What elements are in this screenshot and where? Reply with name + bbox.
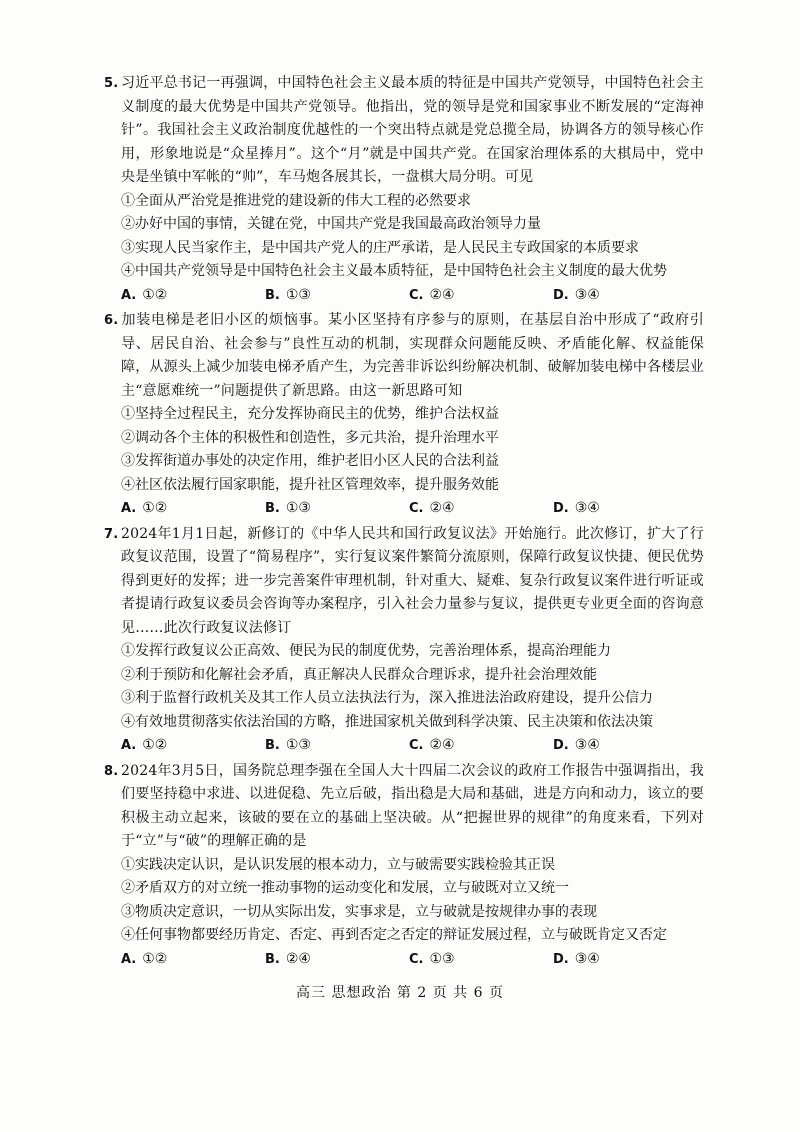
question-5 (104, 72, 704, 307)
choice-a[interactable] (121, 734, 265, 758)
choice-letter: B. (265, 501, 280, 516)
statement-2: ②矛盾双方的对立统一推动事物的运动变化和发展，立与破既对立又统一 (121, 880, 569, 896)
choice-letter: C. (409, 287, 424, 303)
statement-4: ④有效地贯彻落实依法治国的方略，推进国家机关做到科学决策、民主决策和依法决策 (121, 713, 653, 730)
choice-text: ③④ (574, 286, 600, 303)
statement-1: ①坚持全过程民主，充分发挥协商民主的优势，维护合法权益 (121, 406, 499, 422)
page-footer: 高三 思想政治 第 2 页 共 6 页 (296, 985, 504, 1001)
choice-text: ①② (142, 500, 168, 516)
choice-letter: A. (121, 951, 137, 967)
choice-c[interactable] (409, 497, 553, 521)
statement-1: ①全面从严治党是推进党的建设新的伟大工程的必然要求 (121, 192, 471, 209)
choice-letter: C. (409, 501, 424, 516)
choice-letter: A. (121, 501, 137, 516)
choice-text: ①③ (429, 950, 455, 967)
statement-2: ②调动各个主体的积极性和创造性，多元共治，提升治理水平 (121, 429, 499, 446)
choice-c[interactable] (409, 284, 553, 308)
choice-text: ③④ (574, 950, 600, 967)
statement-4: ④社区依法履行国家职能，提升社区管理效率，提升服务效能 (121, 476, 499, 493)
choice-letter: C. (409, 738, 424, 753)
choice-letter: D. (553, 501, 569, 516)
answer-choices (104, 497, 704, 521)
choice-text: ②④ (429, 286, 455, 303)
question-number: 6. (104, 313, 119, 328)
questions-container (104, 72, 704, 973)
question-7 (104, 523, 704, 758)
choice-text: ①③ (285, 286, 311, 303)
choice-d[interactable] (553, 284, 697, 308)
choice-letter: D. (553, 287, 569, 303)
choice-text: ①② (142, 737, 168, 753)
question-text: 2024年1月1日起，新修订的《中华人民共和国行政复议法》开始施行。此次修订，扩大了行政复议范围，设置了“简易程序”，实行复议案件繁简分流原则，保障行政复议快捷、便民优势得到更好的发挥；进一步完善案件审理机制，针对重大、疑难、复杂行政复议案件进行听证或者提请行政复议委员会咨询等办案程序，引入社会力量参与复议，提供更专业更全面的咨询意见……此次行政复议法修订 (121, 525, 704, 636)
statement-3: ③利于监督行政机关及其工作人员立法执法行为，深入推进法治政府建设，提升公信力 (121, 690, 653, 706)
question-text: 习近平总书记一再强调，中国特色社会主义最本质的特征是中国共产党领导，中国特色社会主义制度的最大优势是中国共产党领导。他指出，党的领导是党和国家事业不断发展的“定海神针”。我国社会主义政治制度优越性的一个突出特点就是党总揽全局，协调各方的领导核心作用，形象地说是“众星捧月”。这个“月”就是中国共产党。在国家治理体系的大棋局中，党中央是坐镇中军帐的“帅”，车马炮各展其长，一盘棋大局分明。可见 (121, 75, 704, 185)
choice-b[interactable] (265, 734, 409, 758)
question-stem (104, 309, 704, 403)
question-8 (104, 760, 704, 972)
statement-1: ①实践决定认识，是认识发展的根本动力，立与破需要实践检验其正误 (121, 856, 555, 873)
answer-choices (104, 734, 704, 758)
choice-letter: A. (121, 287, 137, 303)
statement-2: ②办好中国的事情，关键在党，中国共产党是我国最高政治领导力量 (121, 216, 541, 232)
question-number: 5. (104, 76, 119, 91)
choice-letter: B. (265, 951, 280, 967)
choice-text: ①② (142, 286, 168, 303)
choice-a[interactable] (121, 497, 265, 521)
choice-d[interactable] (553, 734, 697, 758)
question-6 (104, 309, 704, 521)
choice-letter: C. (409, 951, 424, 967)
question-text: 2024年3月5日，国务院总理李强在全国人大十四届二次会议的政府工作报告中强调指出，我们要坚持稳中求进、以进促稳、先立后破，指出稳是大局和基础，进是方向和动力，该立的要积极主动立起来，该破的要在立的基础上坚决破。从“把握世界的规律”的角度来看，下列对于“立”与“破”的理解正确的是 (121, 762, 704, 849)
choice-text: ②④ (285, 950, 311, 967)
choice-text: ①③ (285, 500, 311, 516)
question-number: 8. (104, 763, 119, 779)
choice-text: ②④ (429, 737, 455, 753)
question-stem (104, 760, 704, 854)
choice-letter: B. (265, 287, 280, 303)
answer-choices (104, 284, 704, 308)
choice-letter: A. (121, 738, 137, 753)
choice-letter: D. (553, 738, 569, 753)
choice-c[interactable] (409, 948, 553, 972)
statement-4: ④任何事物都要经历肯定、否定、再到否定之否定的辩证发展过程，立与破既肯定又否定 (121, 927, 667, 943)
choice-c[interactable] (409, 734, 553, 758)
choice-b[interactable] (265, 948, 409, 972)
choice-d[interactable] (553, 948, 697, 972)
choice-a[interactable] (121, 284, 265, 308)
question-text: 加装电梯是老旧小区的烦恼事。某小区坚持有序参与的原则，在基层自治中形成了“政府引导、居民自治、社会参与”良性互动的机制，实现群众问题能反映、矛盾能化解、权益能保障，从源头上减少加装电梯矛盾产生，为完善非诉讼纠纷解决机制、破解加装电梯中各楼层业主“意愿难统一”问题提供了新思路。由这一新思路可知 (121, 312, 704, 399)
choice-text: ②④ (429, 500, 455, 516)
question-stem (104, 523, 704, 641)
choice-letter: B. (265, 738, 280, 753)
question-number: 7. (104, 526, 119, 542)
statement-1: ①发挥行政复议公正高效、便民为民的制度优势，完善治理体系，提高治理能力 (121, 643, 611, 659)
statement-3: ③发挥街道办事处的决定作用，维护老旧小区人民的合法利益 (121, 453, 499, 469)
answer-choices (104, 948, 704, 972)
choice-d[interactable] (553, 497, 697, 521)
statement-4: ④中国共产党领导是中国特色社会主义最本质特征，是中国特色社会主义制度的最大优势 (121, 263, 667, 279)
choice-text: ③④ (574, 500, 600, 516)
choice-letter: D. (553, 951, 569, 967)
choice-a[interactable] (121, 948, 265, 972)
statement-2: ②利于预防和化解社会矛盾，真正解决人民群众合理诉求，提升社会治理效能 (121, 666, 597, 683)
choice-text: ①③ (285, 737, 311, 753)
statement-3: ③实现人民当家作主，是中国共产党人的庄严承诺，是人民民主专政国家的本质要求 (121, 239, 639, 256)
choice-b[interactable] (265, 284, 409, 308)
choice-text: ①② (142, 950, 168, 967)
choice-b[interactable] (265, 497, 409, 521)
choice-text: ③④ (574, 737, 600, 753)
question-stem (104, 72, 704, 190)
statement-3: ③物质决定意识，一切从实际出发，实事求是，立与破就是按规律办事的表现 (121, 903, 597, 920)
